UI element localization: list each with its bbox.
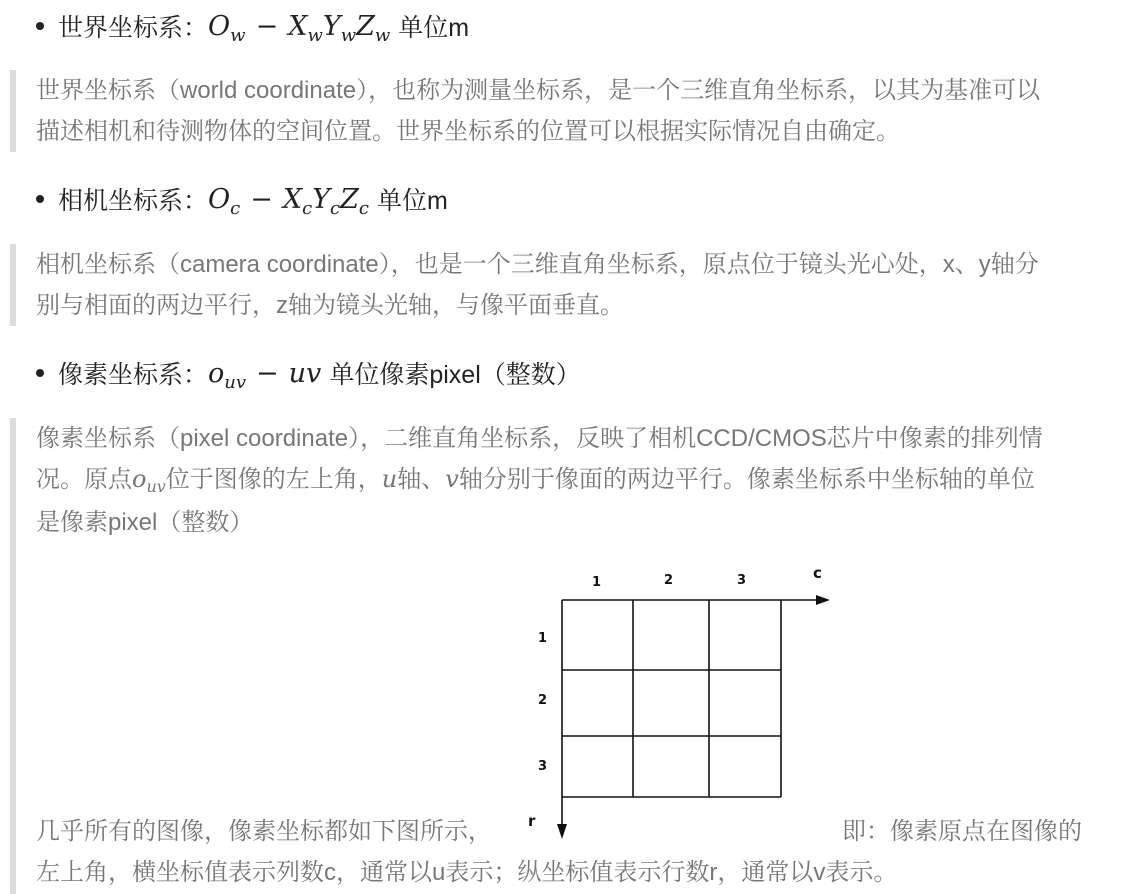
quote-line: 描述相机和待测物体的空间位置。世界坐标系的位置可以根据实际情况自由确定。 [36,118,900,145]
row-label: 1 [538,631,548,646]
bullet-unit: 单位像素pixel（整数） [329,361,581,389]
world-description-quote [10,70,1147,152]
bullet-unit: 单位m [398,14,470,42]
bullet-unit: 单位m [376,187,448,215]
camera-formula: $O_c - X_cY_cZ_c$ [208,183,369,219]
quote-line: 世界坐标系（world coordinate），也称为测量坐标系，是一个三维直角坐标系，以其为基准可以 [36,77,1041,104]
bullet-dot [36,369,44,377]
row-label: 3 [538,759,548,774]
y-axis-arrow [557,824,567,839]
row-label: 2 [538,693,548,708]
quote-line: 左上角，横坐标值表示列数c，通常以u表示；纵坐标值表示行数r，通常以v表示。 [36,859,898,886]
quote-line: 别与相面的两边平行，z轴为镜头光轴，与像平面垂直。 [36,292,624,319]
y-axis-label: r [528,812,536,830]
quote-line: 像素坐标系（pixel coordinate），二维直角坐标系，反映了相机CCD/CMOS芯片中像素的排列情 [36,425,1043,452]
quote-line: 相机坐标系（camera coordinate），也是一个三维直角坐标系，原点位于镜头光心处，x、y轴分 [36,251,1039,278]
bullet-pixel-coordinate [36,353,581,393]
bullet-dot [36,22,44,30]
x-axis-label: c [813,564,822,582]
bullet-world-coordinate [36,6,469,46]
quote-line: 是像素pixel（整数） [36,509,254,536]
quote-line: 几乎所有的图像，像素坐标都如下图所示， [36,818,492,845]
bullet-label: 相机坐标系： [58,187,209,215]
x-axis-arrow [816,595,830,605]
col-label: 1 [592,575,602,590]
pixel-formula: $o_{uv}$ − uv [208,357,322,393]
origin-symbol: $o_{uv}$ [132,465,166,496]
world-formula: $O_w - X_wY_wZ_w$ [208,10,391,46]
bullet-label: 像素坐标系： [58,361,209,389]
col-label: 2 [664,573,674,588]
camera-description-quote [10,244,1147,326]
bullet-dot [36,195,44,203]
quote-line: 即：像素原点在图像的 [842,818,1082,845]
bullet-camera-coordinate [36,179,448,219]
quote-line: 况。原点$o_{uv}$位于图像的左上角，u轴、v轴分别于像面的两边平行。像素坐标系中坐标轴的单位 [36,465,1035,496]
col-label: 3 [737,573,747,588]
bullet-label: 世界坐标系： [58,14,209,42]
pixel-grid-diagram [520,560,840,850]
